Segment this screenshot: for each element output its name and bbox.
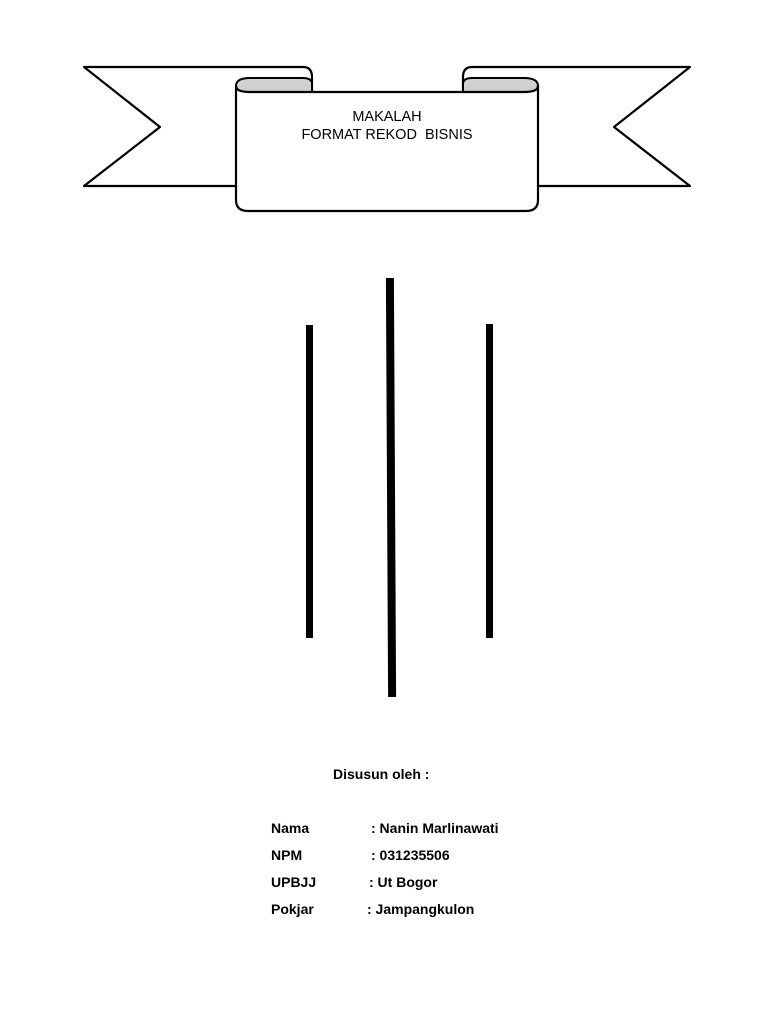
document-title [236, 108, 538, 144]
info-label: Nama [271, 820, 310, 836]
info-label: Pokjar [271, 901, 314, 917]
author-heading: Disusun oleh : [333, 766, 430, 782]
ribbon-right-fold [463, 78, 538, 92]
info-row-upbjj [271, 874, 438, 901]
info-value: : Nanin Marlinawati [371, 820, 499, 836]
decorative-bar-center [386, 278, 396, 697]
info-row-pokjar [271, 901, 475, 928]
info-value: : Ut Bogor [369, 874, 438, 890]
title-line-1: MAKALAH [352, 109, 422, 125]
info-value: : 031235506 [371, 847, 450, 863]
info-label: UPBJJ [271, 874, 317, 890]
info-label: NPM [271, 847, 303, 863]
info-row-npm [271, 847, 450, 874]
decorative-bar-left [306, 325, 313, 638]
ribbon-main-panel [236, 86, 538, 211]
author-info [271, 820, 499, 928]
decorative-bar-right [486, 324, 493, 638]
title-line-2: FORMAT REKOD BISNIS [301, 127, 473, 143]
info-row-nama [271, 820, 499, 847]
info-value: : Jampangkulon [367, 901, 475, 917]
ribbon-left-fold [236, 78, 312, 92]
